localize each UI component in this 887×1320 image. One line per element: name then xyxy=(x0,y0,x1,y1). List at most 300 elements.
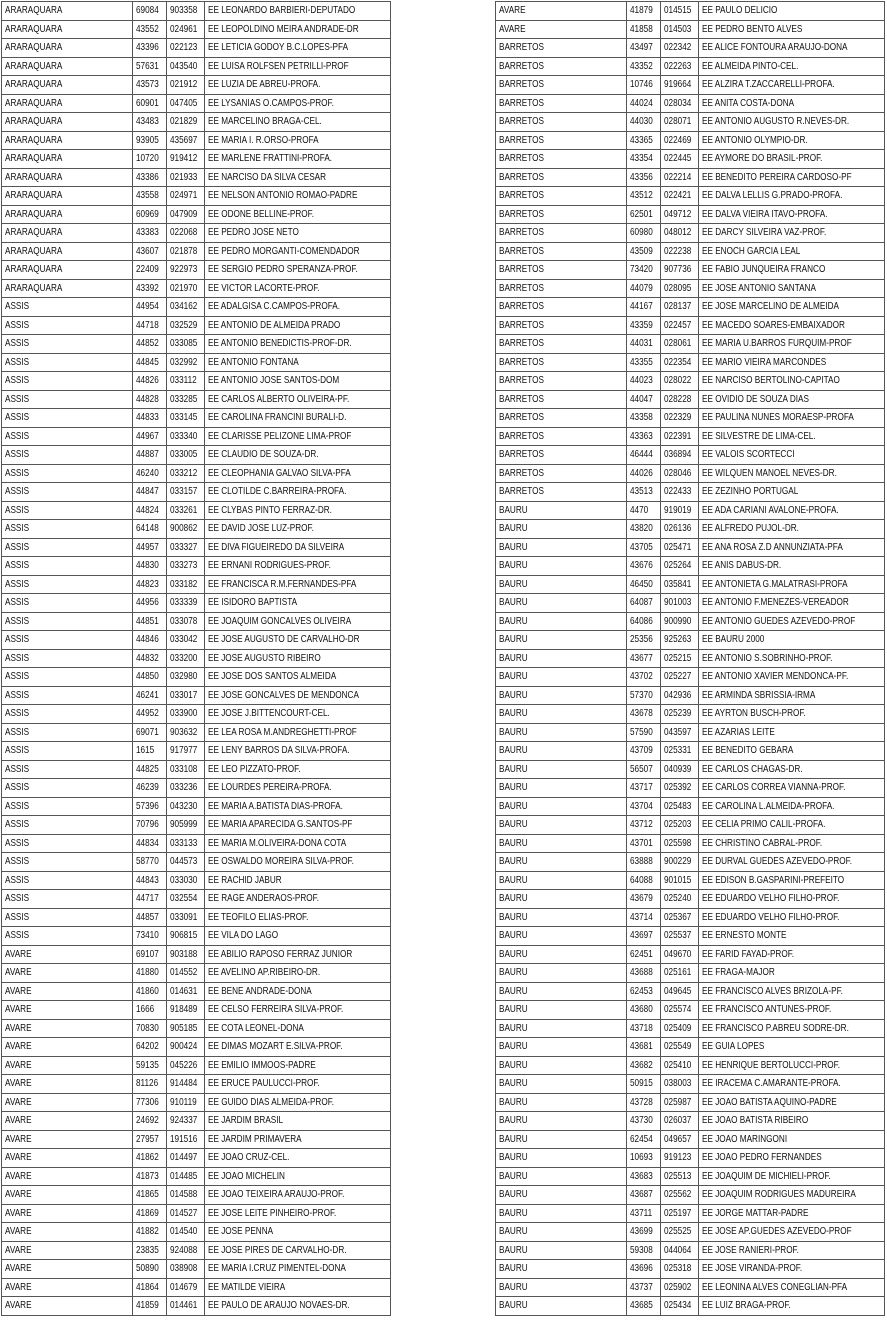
school-name-cell xyxy=(205,335,391,354)
cie-cell xyxy=(167,446,205,465)
school-name-cell xyxy=(699,871,885,890)
city-cell xyxy=(2,797,133,816)
code-cell xyxy=(133,242,167,261)
code-cell xyxy=(627,834,661,853)
city-text: AVARE xyxy=(499,4,526,16)
school-name-text: EE AYRTON BUSCH-PROF. xyxy=(702,707,806,719)
cie-text: 014515 xyxy=(664,4,692,16)
school-name-cell xyxy=(205,927,391,946)
school-name-cell xyxy=(205,187,391,206)
cie-text: 032992 xyxy=(170,355,198,368)
city-text: BARRETOS xyxy=(499,337,544,349)
city-text: ASSIS xyxy=(5,910,30,923)
table-row xyxy=(2,779,391,798)
school-name-cell xyxy=(699,853,885,872)
cie-text: 043540 xyxy=(170,59,198,72)
code-text: 44851 xyxy=(136,614,159,627)
school-name-text: EE JOAO MICHELIN xyxy=(208,1169,285,1182)
city-cell xyxy=(496,760,627,779)
code-cell xyxy=(133,316,167,335)
cie-cell xyxy=(167,353,205,372)
table-row xyxy=(496,335,885,354)
cie-cell xyxy=(167,1297,205,1316)
code-cell xyxy=(627,1093,661,1112)
school-name-text: EE ANTONIO F.MENEZES-VEREADOR xyxy=(702,596,849,608)
cie-text: 033030 xyxy=(170,873,198,886)
code-text: 1666 xyxy=(136,1003,155,1015)
table-row xyxy=(496,39,885,58)
school-name-text: EE ARMINDA SBRISSIA-IRMA xyxy=(702,688,816,701)
code-cell xyxy=(627,20,661,39)
code-cell xyxy=(133,464,167,483)
code-cell xyxy=(133,20,167,39)
cie-text: 025987 xyxy=(664,1095,692,1108)
code-text: 62453 xyxy=(630,984,653,997)
code-cell xyxy=(627,779,661,798)
school-name-cell xyxy=(699,1260,885,1279)
code-text: 43677 xyxy=(630,651,653,664)
city-text: ASSIS xyxy=(5,725,30,738)
code-text: 44857 xyxy=(136,910,159,923)
cie-cell xyxy=(167,298,205,317)
cie-text: 024961 xyxy=(170,22,198,35)
code-text: 24692 xyxy=(136,1114,159,1126)
city-cell xyxy=(496,538,627,557)
city-cell xyxy=(2,427,133,446)
cie-cell xyxy=(661,1297,699,1316)
school-name-cell xyxy=(699,242,885,261)
cie-cell xyxy=(661,353,699,372)
table-row xyxy=(2,76,391,95)
city-text: BARRETOS xyxy=(499,429,544,442)
cie-text: 036894 xyxy=(664,448,692,460)
cie-cell xyxy=(167,594,205,613)
city-text: ASSIS xyxy=(5,873,30,886)
school-name-cell xyxy=(205,501,391,520)
school-name-cell xyxy=(205,1001,391,1020)
cie-cell xyxy=(167,187,205,206)
cie-text: 014503 xyxy=(664,22,692,35)
code-cell xyxy=(627,1056,661,1075)
cie-text: 903188 xyxy=(170,947,198,960)
school-name-text: EE SILVESTRE DE LIMA-CEL. xyxy=(702,429,816,442)
cie-cell xyxy=(167,520,205,539)
cie-text: 047405 xyxy=(170,96,198,109)
code-text: 43513 xyxy=(630,485,653,497)
city-text: ASSIS xyxy=(5,762,30,775)
cie-cell xyxy=(167,150,205,169)
cie-cell xyxy=(661,1149,699,1168)
school-name-text: EE JOAO PEDRO FERNANDES xyxy=(702,1151,822,1163)
code-text: 63888 xyxy=(630,855,653,867)
cie-cell xyxy=(661,1260,699,1279)
city-text: AVARE xyxy=(5,1169,32,1182)
cie-text: 022263 xyxy=(664,59,692,72)
table-row xyxy=(2,1056,391,1075)
city-text: BAURU xyxy=(499,651,528,664)
school-name-text: EE CELSO FERREIRA SILVA-PROF. xyxy=(208,1003,344,1015)
code-cell xyxy=(133,723,167,742)
school-name-cell xyxy=(205,94,391,113)
cie-text: 022214 xyxy=(664,170,692,183)
table-row xyxy=(496,76,885,95)
code-cell xyxy=(627,1278,661,1297)
school-name-cell xyxy=(205,316,391,335)
code-cell xyxy=(133,890,167,909)
cie-text: 025331 xyxy=(664,744,692,756)
cie-cell xyxy=(167,1241,205,1260)
school-name-text: EE FRANCISCO ALVES BRIZOLA-PF. xyxy=(702,984,843,997)
city-text: ASSIS xyxy=(5,355,30,368)
table-row xyxy=(2,834,391,853)
school-name-cell xyxy=(205,113,391,132)
table-row xyxy=(2,760,391,779)
city-text: BARRETOS xyxy=(499,244,544,257)
cie-text: 022457 xyxy=(664,318,692,331)
school-name-text: EE ANITA COSTA-DONA xyxy=(702,96,795,109)
code-cell xyxy=(133,816,167,835)
city-cell xyxy=(496,1112,627,1131)
cie-text: 025215 xyxy=(664,651,692,664)
cie-cell xyxy=(661,20,699,39)
cie-text: 035841 xyxy=(664,577,692,590)
code-cell xyxy=(627,1130,661,1149)
city-text: BAURU xyxy=(499,984,528,997)
cie-text: 014679 xyxy=(170,1280,198,1293)
cie-text: 025483 xyxy=(664,799,692,812)
school-name-cell xyxy=(205,1075,391,1094)
cie-cell xyxy=(661,316,699,335)
school-name-cell xyxy=(205,1186,391,1205)
school-name-text: EE RAGE ANDERAOS-PROF. xyxy=(208,892,320,904)
school-name-text: EE JOSE RANIERI-PROF. xyxy=(702,1243,799,1256)
city-cell xyxy=(496,390,627,409)
table-row xyxy=(2,94,391,113)
city-cell xyxy=(2,668,133,687)
city-text: BAURU xyxy=(499,1058,528,1071)
code-text: 44957 xyxy=(136,540,159,553)
city-cell xyxy=(496,372,627,391)
city-cell xyxy=(2,205,133,224)
table-body-right xyxy=(496,2,885,1316)
code-text: 46450 xyxy=(630,577,653,590)
city-text: AVARE xyxy=(5,1132,32,1145)
cie-cell xyxy=(167,1149,205,1168)
cie-text: 914484 xyxy=(170,1077,198,1089)
city-cell xyxy=(2,57,133,76)
city-cell xyxy=(496,705,627,724)
cie-text: 021912 xyxy=(170,78,198,90)
school-name-cell xyxy=(699,742,885,761)
city-cell xyxy=(496,57,627,76)
school-name-cell xyxy=(699,520,885,539)
city-cell xyxy=(2,1167,133,1186)
table-row xyxy=(496,853,885,872)
school-name-cell xyxy=(205,1260,391,1279)
cie-cell xyxy=(661,520,699,539)
code-cell xyxy=(627,446,661,465)
school-name-text: EE JOAO MARINGONI xyxy=(702,1132,788,1145)
cie-cell xyxy=(661,242,699,261)
school-name-cell xyxy=(699,1186,885,1205)
code-cell xyxy=(627,205,661,224)
code-text: 43573 xyxy=(136,78,159,90)
table-row xyxy=(496,982,885,1001)
city-text: BAURU xyxy=(499,744,528,756)
school-name-cell xyxy=(699,1149,885,1168)
cie-cell xyxy=(167,94,205,113)
code-text: 44824 xyxy=(136,503,159,516)
school-name-cell xyxy=(699,1204,885,1223)
cie-text: 900229 xyxy=(664,855,692,867)
school-name-cell xyxy=(205,964,391,983)
cie-cell xyxy=(167,649,205,668)
city-text: ASSIS xyxy=(5,818,30,830)
cie-text: 033112 xyxy=(170,374,197,386)
city-text: BAURU xyxy=(499,781,528,793)
cie-cell xyxy=(661,168,699,187)
cie-text: 025161 xyxy=(664,966,692,978)
code-text: 44030 xyxy=(630,115,653,127)
table-row xyxy=(2,372,391,391)
cie-text: 924088 xyxy=(170,1243,198,1256)
code-cell xyxy=(627,353,661,372)
city-text: BAURU xyxy=(499,540,528,553)
table-row xyxy=(2,1278,391,1297)
city-text: ARARAQUARA xyxy=(5,133,63,146)
school-name-cell xyxy=(205,797,391,816)
school-name-text: EE CAROLINA L.ALMEIDA-PROFA. xyxy=(702,799,835,812)
code-cell xyxy=(627,94,661,113)
school-name-cell xyxy=(699,945,885,964)
city-cell xyxy=(496,871,627,890)
school-name-text: EE JOSE LEITE PINHEIRO-PROF. xyxy=(208,1206,337,1219)
cie-text: 907736 xyxy=(664,263,692,275)
city-cell xyxy=(2,483,133,502)
city-cell xyxy=(496,39,627,58)
city-cell xyxy=(496,205,627,224)
city-text: ASSIS xyxy=(5,670,30,682)
table-row xyxy=(496,390,885,409)
city-cell xyxy=(2,1241,133,1260)
school-name-cell xyxy=(205,1278,391,1297)
school-name-text: EE FRANCISCA R.M.FERNANDES-PFA xyxy=(208,577,357,590)
cie-cell xyxy=(661,908,699,927)
code-cell xyxy=(133,760,167,779)
school-name-cell xyxy=(205,1204,391,1223)
table-row xyxy=(496,723,885,742)
school-name-text: EE CLEOPHANIA GALVAO SILVA-PFA xyxy=(208,466,351,479)
table-row xyxy=(496,113,885,132)
city-cell xyxy=(2,1223,133,1242)
table-row xyxy=(2,649,391,668)
city-text: ARARAQUARA xyxy=(5,226,63,238)
code-cell xyxy=(627,575,661,594)
city-cell xyxy=(2,353,133,372)
table-row xyxy=(2,150,391,169)
school-name-cell xyxy=(205,575,391,594)
city-text: BAURU xyxy=(499,1021,528,1034)
cie-cell xyxy=(661,594,699,613)
city-cell xyxy=(496,242,627,261)
cie-cell xyxy=(661,298,699,317)
city-text: AVARE xyxy=(5,1003,32,1015)
school-name-text: EE ALZIRA T.ZACCARELLI-PROFA. xyxy=(702,78,835,90)
city-cell xyxy=(2,187,133,206)
table-row xyxy=(496,908,885,927)
school-name-text: EE ANTONIO AUGUSTO R.NEVES-DR. xyxy=(702,115,850,127)
code-text: 43820 xyxy=(630,522,653,534)
city-text: BAURU xyxy=(499,633,528,645)
school-name-cell xyxy=(699,1167,885,1186)
cie-text: 022068 xyxy=(170,226,198,238)
table-row xyxy=(2,927,391,946)
table-row xyxy=(2,520,391,539)
school-name-text: EE VICTOR LACORTE-PROF. xyxy=(208,281,320,294)
cie-text: 048012 xyxy=(664,226,692,238)
cie-cell xyxy=(661,131,699,150)
city-text: AVARE xyxy=(5,1095,32,1108)
table-row xyxy=(496,816,885,835)
school-name-text: EE TEOFILO ELIAS-PROF. xyxy=(208,910,309,923)
cie-cell xyxy=(661,1278,699,1297)
school-name-text: EE CLYBAS PINTO FERRAZ-DR. xyxy=(208,503,332,516)
cie-cell xyxy=(167,927,205,946)
code-text: 43704 xyxy=(630,799,653,812)
table-row xyxy=(2,187,391,206)
school-name-text: EE ANTONIO GUEDES AZEVEDO-PROF xyxy=(702,614,856,627)
cie-cell xyxy=(167,964,205,983)
table-row xyxy=(496,242,885,261)
cie-text: 025525 xyxy=(664,1225,692,1237)
city-text: BAURU xyxy=(499,596,528,608)
code-text: 43607 xyxy=(136,244,159,257)
school-name-text: EE ALFREDO PUJOL-DR. xyxy=(702,522,799,534)
code-text: 43699 xyxy=(630,1225,653,1237)
school-name-cell xyxy=(205,20,391,39)
city-cell xyxy=(2,150,133,169)
code-text: 43558 xyxy=(136,189,159,201)
code-text: 44845 xyxy=(136,355,159,368)
school-name-cell xyxy=(699,501,885,520)
city-text: ASSIS xyxy=(5,429,30,442)
city-text: BAURU xyxy=(499,1132,528,1145)
code-cell xyxy=(133,612,167,631)
cie-cell xyxy=(167,1093,205,1112)
school-name-text: EE NARCISO BERTOLINO-CAPITAO xyxy=(702,374,840,386)
cie-cell xyxy=(661,1093,699,1112)
city-cell xyxy=(496,1278,627,1297)
code-text: 59135 xyxy=(136,1058,159,1071)
school-name-cell xyxy=(699,594,885,613)
cie-text: 033085 xyxy=(170,337,198,349)
code-text: 1615 xyxy=(136,744,155,756)
cie-text: 028071 xyxy=(664,115,692,127)
code-cell xyxy=(627,372,661,391)
school-name-cell xyxy=(699,2,885,21)
code-cell xyxy=(133,94,167,113)
city-text: ARARAQUARA xyxy=(5,59,63,72)
table-row xyxy=(496,1241,885,1260)
cie-cell xyxy=(661,2,699,21)
city-text: BAURU xyxy=(499,910,528,923)
city-cell xyxy=(496,834,627,853)
cie-cell xyxy=(661,150,699,169)
code-text: 43728 xyxy=(630,1095,653,1108)
code-cell xyxy=(627,1186,661,1205)
school-name-text: EE DALVA LELLIS G.PRADO-PROFA. xyxy=(702,189,843,201)
code-cell xyxy=(133,224,167,243)
code-text: 44834 xyxy=(136,836,159,849)
city-cell xyxy=(496,612,627,631)
table-row xyxy=(2,20,391,39)
table-row xyxy=(2,945,391,964)
city-text: BAURU xyxy=(499,522,528,534)
table-row xyxy=(496,612,885,631)
table-row xyxy=(2,1260,391,1279)
cie-text: 022445 xyxy=(664,152,692,164)
city-cell xyxy=(496,1186,627,1205)
city-cell xyxy=(2,261,133,280)
cie-cell xyxy=(661,483,699,502)
school-name-cell xyxy=(205,871,391,890)
code-text: 81126 xyxy=(136,1077,159,1089)
school-name-text: EE JOSE ANTONIO SANTANA xyxy=(702,281,816,294)
code-cell xyxy=(133,501,167,520)
code-text: 41873 xyxy=(136,1169,159,1182)
code-text: 41882 xyxy=(136,1225,159,1237)
code-text: 41858 xyxy=(630,22,653,35)
cie-text: 014485 xyxy=(170,1169,198,1182)
city-cell xyxy=(496,1149,627,1168)
city-text: AVARE xyxy=(5,1280,32,1293)
city-cell xyxy=(496,668,627,687)
cie-cell xyxy=(661,261,699,280)
city-text: ASSIS xyxy=(5,448,30,460)
code-cell xyxy=(133,797,167,816)
code-cell xyxy=(133,871,167,890)
city-text: BAURU xyxy=(499,873,528,886)
school-name-cell xyxy=(205,742,391,761)
city-cell xyxy=(496,446,627,465)
cie-cell xyxy=(167,1112,205,1131)
school-name-cell xyxy=(699,1241,885,1260)
school-name-text: EE ERUCE PAULUCCI-PROF. xyxy=(208,1077,320,1089)
city-cell xyxy=(496,187,627,206)
school-name-cell xyxy=(205,131,391,150)
school-name-cell xyxy=(699,1075,885,1094)
code-text: 44954 xyxy=(136,300,159,312)
school-name-text: EE PAULO DELICIO xyxy=(702,4,778,16)
city-text: BAURU xyxy=(499,818,528,830)
cie-text: 917977 xyxy=(170,744,198,756)
school-name-cell xyxy=(205,649,391,668)
school-name-cell xyxy=(699,224,885,243)
cie-text: 025197 xyxy=(664,1206,692,1219)
table-row xyxy=(496,298,885,317)
school-name-cell xyxy=(205,1149,391,1168)
cie-text: 049645 xyxy=(664,984,692,997)
school-name-text: EE PAULINA NUNES MORAESP-PROFA xyxy=(702,411,854,423)
school-name-text: EE JOAQUIM GONCALVES OLIVEIRA xyxy=(208,614,352,627)
cie-text: 033261 xyxy=(170,503,198,516)
city-text: ASSIS xyxy=(5,781,30,793)
school-name-cell xyxy=(699,760,885,779)
code-text: 64148 xyxy=(136,522,159,534)
city-cell xyxy=(2,1130,133,1149)
code-cell xyxy=(627,742,661,761)
school-name-cell xyxy=(699,1223,885,1242)
